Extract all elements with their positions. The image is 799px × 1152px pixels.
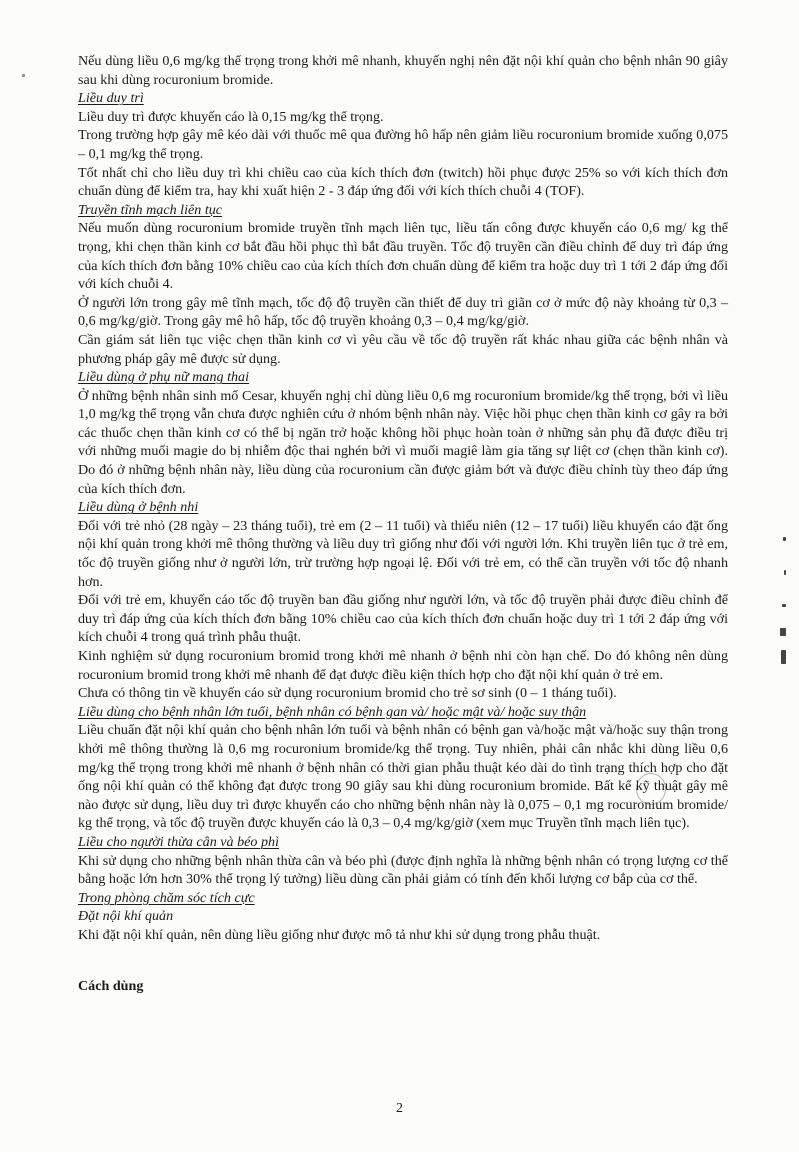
scan-speck: [783, 537, 786, 541]
section-heading: Liều dùng ở phụ nữ mang thai: [78, 369, 250, 386]
section-heading: Liều dùng ở bệnh nhi: [78, 499, 199, 516]
paragraph: Ở người lớn trong gây mê tĩnh mạch, tốc độ độ truyền cần thiết để duy trì giãn cơ ở mức độ này khoảng từ 0,3 – 0,6 mg/kg/giờ. Trong gây mê hô hấp, tốc độ truyền khoảng 0,3 – 0,4 mg/kg/giờ.: [78, 294, 728, 330]
paragraph: Liều duy trì được khuyến cáo là 0,15 mg/kg thể trọng.: [78, 108, 384, 125]
paragraph: Chưa có thông tin về khuyến cáo sử dụng rocuronium bromid cho trẻ sơ sinh (0 – 1 tháng tuổi).: [78, 685, 617, 702]
section-heading: Liều duy trì: [78, 90, 144, 107]
paragraph: Liều chuẩn đặt nội khí quản cho bệnh nhân lớn tuổi và bệnh nhân có bệnh gan và/hoặc mật và/hoặc suy thận trong khởi mê thông thường là 0,6 mg rocuronium bromide/kg thể trọng. Tuy nhiên, phải cân nhắc khi dùng liều 0,6 mg/kg thể trọng trong khởi mê nhanh ở bệnh nhân có thời gian phẫu thuật kéo dài do tình trạng thích hợp cho đặt ống nội khí quản có thể không đạt được trong 90 giây sau khi dùng rocuronium bromide. Bất kể kỹ thuật gây mê nào được sử dụng, liều duy trì được khuyến cáo cho những bệnh nhân này là 0,075 – 0,1 mg rocuronium bromide/ kg thể trọng, và tốc độ truyền được khuyến cáo là 0,3 – 0,4 mg/kg/giờ (xem mục Truyền tĩnh mạch liên tục).: [78, 722, 728, 832]
sub-heading: Đặt nội khí quản: [78, 908, 174, 925]
scan-speck: [780, 628, 786, 636]
section-heading: Trong phòng chăm sóc tích cực: [78, 889, 255, 906]
page-number: 2: [396, 1101, 403, 1116]
paragraph: Nếu muốn dùng rocuronium bromide truyền tĩnh mạch liên tục, liều tấn công được khuyến cáo 0,6 mg/ kg thể trọng, khi chẹn thần kinh cơ bắt đầu hồi phục thì bắt đầu truyền. Tốc độ truyền cần điều chỉnh để duy trì đáp ứng của kích thích đơn bằng 10% chiều cao của kích thích đơn chuẩn dùng để kiểm tra hoặc duy trì 1 tới 2 đáp ứng đối với kích chuỗi 4.: [78, 220, 728, 293]
document-body: [78, 52, 728, 995]
paragraph: Nếu dùng liều 0,6 mg/kg thể trọng trong khởi mê nhanh, khuyến nghị nên đặt nội khí quản cho bệnh nhân 90 giây sau khi dùng rocuronium bromide.: [78, 53, 728, 88]
scan-speck: [784, 570, 786, 575]
paragraph: Khi đặt nội khí quản, nên dùng liều giống như được mô tả như khi sử dụng trong phẫu thuật.: [78, 926, 601, 943]
scan-speck: [22, 74, 25, 77]
section-heading: Truyền tĩnh mạch liên tục: [78, 201, 223, 218]
scan-speck: [782, 604, 786, 607]
paragraph: Cần giám sát liên tục việc chẹn thần kinh cơ vì yêu cầu về tốc độ truyền rất khác nhau giữa các bệnh nhân và phương pháp gây mê được sử dụng.: [78, 331, 728, 367]
paragraph: Ở những bệnh nhân sinh mổ Cesar, khuyến nghị chỉ dùng liều 0,6 mg rocuronium bromide/kg thể trọng, bởi vì liều 1,0 mg/kg thể trọng vẫn chưa được nghiên cứu ở nhóm bệnh nhân này. Việc hồi phục chẹn thần kinh cơ gây ra bởi các thuốc chẹn thần kinh cơ có thể bị ngăn trở hoặc không hồi phục hoàn toàn ở những sản phụ đã được điều trị với những muối magie do bị nhiễm độc thai nghén bởi vì muối magiê làm gia tăng sự liệt cơ (chẹn thần kinh cơ). Do đó ở những bệnh nhân này, liều dùng của rocuronium cần được giảm bớt và được điều chỉnh tùy theo đáp ứng của kích thích đơn.: [78, 387, 728, 497]
bold-heading: Cách dùng: [78, 977, 144, 994]
paragraph: Khi sử dụng cho những bệnh nhân thừa cân và béo phì (được định nghĩa là những bệnh nhân có trọng lượng cơ thể bằng hoặc lớn hơn 30% thể trọng lý tưởng) liều dùng cần phải giảm có tính đến khối lượng cơ bắp của cơ thể.: [78, 852, 728, 888]
scan-speck: [781, 650, 786, 664]
paragraph: Trong trường hợp gây mê kéo dài với thuốc mê qua đường hô hấp nên giảm liều rocuronium bromide xuống 0,075 – 0,1 mg/kg thể trọng.: [78, 127, 728, 162]
paragraph: Đối với trẻ nhỏ (28 ngày – 23 tháng tuổi), trẻ em (2 – 11 tuổi) và thiếu niên (12 – 17 tuổi) liều khuyến cáo đặt ống nội khí quản trong khởi mê thông thường và liều duy trì giống như đối với người lớn. Khi truyền liên tục ở trẻ em, tốc độ truyền giống như ở người lớn, trừ trường hợp ngoại lệ. Đối với trẻ em, có thể cần truyền với tốc độ nhanh hơn.: [78, 517, 728, 590]
stamp-mark: [636, 773, 666, 805]
paragraph: Tốt nhất chỉ cho liều duy trì khi chiều cao của kích thích đơn (twitch) hồi phục được 25% so với kích thích đơn chuẩn dùng để kiểm tra, hay khi xuất hiện 2 - 3 đáp ứng đối với kích thích chuỗi 4 (TOF).: [78, 164, 728, 200]
section-heading: Liều dùng cho bệnh nhân lớn tuổi, bệnh nhân có bệnh gan và/ hoặc mật và/ hoặc suy thận: [78, 703, 587, 720]
section-heading: Liều cho người thừa cân và béo phì: [78, 833, 279, 850]
paragraph: Đối với trẻ em, khuyến cáo tốc độ truyền ban đầu giống như người lớn, và tốc độ truyền phải được điều chỉnh để duy trì đáp ứng của kích thích đơn bằng 10% chiều cao của kích thích đơn chuẩn hoặc duy trì 1 tới 2 đáp ứng với kích chuỗi 4 trong quá trình phẫu thuật.: [78, 592, 728, 646]
paragraph: Kinh nghiệm sử dụng rocuronium bromid trong khởi mê nhanh ở bệnh nhi còn hạn chế. Do đó không nên dùng rocuronium bromid trong khởi mê nhanh để đạt được điều kiện thích hợp cho đặt nội khí quản ở trẻ em.: [78, 648, 728, 683]
